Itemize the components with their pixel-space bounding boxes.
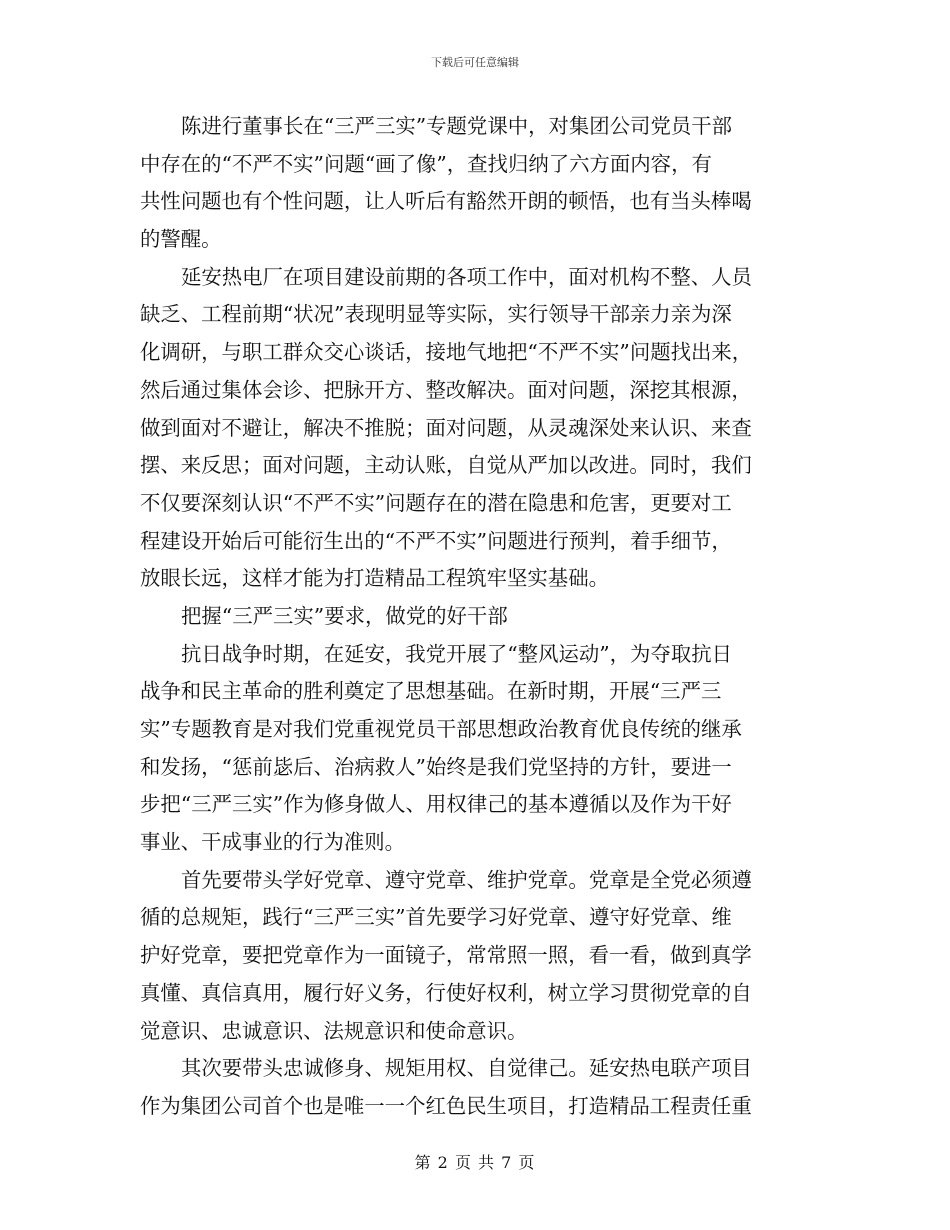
page-number-footer: 第 2 页 共 7 页 <box>414 1153 536 1172</box>
body-line: 护好党章，要把党章作为一面镜子，常常照一照，看一看，做到真学 <box>140 943 752 968</box>
body-line: 真懂、真信真用，履行好义务，行使好权利，树立学习贯彻党章的自 <box>140 980 752 1005</box>
page-header: 下载后可任意编辑 <box>431 56 519 69</box>
body-line: 作为集团公司首个也是唯一一个红色民生项目，打造精品工程责任重 <box>140 1093 752 1118</box>
body-line: 其次要带头忠诚修身、规矩用权、自觉律己。延安热电联产项目 <box>181 1056 752 1081</box>
body-line: 不仅要深刻认识“不严不实”问题存在的潜在隐患和危害，更要对工 <box>140 490 732 515</box>
body-line: 放眼长远，这样才能为打造精品工程筑牢坚实基础。 <box>140 566 609 591</box>
body-line: 陈进行董事长在“三严三实”专题党课中，对集团公司党员干部 <box>181 114 733 138</box>
body-line: 化调研，与职工群众交心谈话，接地气地把“不严不实”问题找出来， <box>140 340 753 365</box>
body-line: 的警醒。 <box>140 227 222 252</box>
body-line: 延安热电厂在项目建设前期的各项工作中，面对机构不整、人员 <box>181 264 752 289</box>
body-line: 战争和民主革命的胜利奠定了思想基础。在新时期，开展“三严三 <box>140 679 722 704</box>
body-line: 缺乏、工程前期“状况”表现明显等实际，实行领导干部亲力亲为深 <box>140 302 732 327</box>
body-line: 觉意识、忠诚意识、法规意识和使命意识。 <box>140 1018 528 1043</box>
body-line: 共性问题也有个性问题，让人听后有豁然开朗的顿悟，也有当头棒喝 <box>140 189 752 214</box>
document-body <box>140 108 802 1126</box>
body-line: 摆、来反思；面对问题，主动认账，自觉从严加以改进。同时，我们 <box>140 453 752 478</box>
body-line: 循的总规矩，践行“三严三实”首先要学习好党章、遵守好党章、维 <box>140 905 732 930</box>
body-line: 实”专题教育是对我们党重视党员干部思想政治教育优良传统的继承 <box>140 717 742 741</box>
body-line: 首先要带头学好党章、遵守党章、维护党章。党章是全党必须遵 <box>181 867 752 892</box>
section-heading: 把握“三严三实”要求，做党的好干部 <box>181 603 508 628</box>
body-line: 和发扬，“惩前毖后、治病救人”始终是我们党坚持的方针，要进一 <box>140 754 732 779</box>
body-line: 程建设开始后可能衍生出的“不严不实”问题进行预判，着手细节， <box>140 528 732 553</box>
body-line: 然后通过集体会诊、把脉开方、整改解决。面对问题，深挖其根源， <box>140 377 752 402</box>
body-line: 抗日战争时期，在延安，我党开展了“整风运动”，为夺取抗日 <box>181 641 733 666</box>
body-line: 中存在的“不严不实”问题“画了像”，查找归纳了六方面内容，有 <box>140 151 712 176</box>
body-line: 步把“三严三实”作为修身做人、用权律己的基本遵循以及作为干好 <box>140 792 732 817</box>
body-line: 事业、干成事业的行为准则。 <box>140 830 406 855</box>
body-line: 做到面对不避让，解决不推脱；面对问题，从灵魂深处来认识、来查 <box>140 415 752 440</box>
